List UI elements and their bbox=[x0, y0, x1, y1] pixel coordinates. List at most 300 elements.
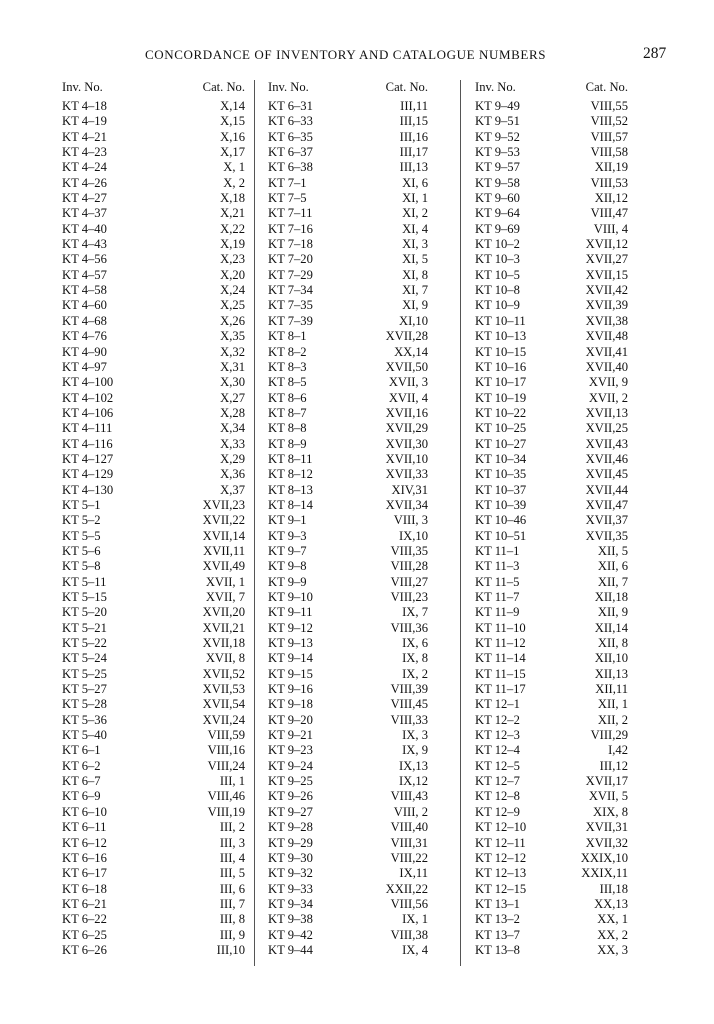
concordance-row bbox=[475, 759, 628, 774]
inv-no: KT 9–53 bbox=[475, 145, 520, 160]
cat-no: XXIX,11 bbox=[581, 866, 628, 881]
inv-no: KT 9–15 bbox=[268, 666, 313, 681]
inv-no: KT 11–3 bbox=[475, 559, 520, 574]
cat-no: XVII,29 bbox=[385, 421, 428, 436]
concordance-row bbox=[62, 943, 245, 958]
concordance-row bbox=[62, 268, 245, 283]
inv-no: KT 4–90 bbox=[62, 344, 107, 359]
cat-no: XVII,21 bbox=[202, 620, 245, 635]
inv-no: KT 4–37 bbox=[62, 206, 107, 221]
inv-no: KT 9–42 bbox=[268, 927, 313, 942]
cat-no: III,18 bbox=[599, 881, 628, 896]
concordance-row bbox=[475, 375, 628, 390]
inv-no: KT 9–20 bbox=[268, 712, 313, 727]
concordance-row bbox=[475, 882, 628, 897]
cat-no: IX, 1 bbox=[402, 912, 428, 927]
inv-no: KT 8–5 bbox=[268, 375, 307, 390]
inv-no-header: Inv. No. bbox=[475, 80, 516, 94]
inv-no: KT 4–56 bbox=[62, 252, 107, 267]
cat-no: XVII,27 bbox=[585, 252, 628, 267]
inv-no: KT 8–7 bbox=[268, 405, 307, 420]
column-header bbox=[268, 80, 428, 97]
inv-no: KT 4–127 bbox=[62, 451, 114, 466]
cat-no: XVII,14 bbox=[202, 528, 245, 543]
cat-no: IX,12 bbox=[398, 774, 428, 789]
inv-no: KT 9–64 bbox=[475, 206, 520, 221]
concordance-row bbox=[475, 529, 628, 544]
cat-no: VIII,22 bbox=[390, 850, 428, 865]
inv-no: KT 6–38 bbox=[268, 160, 313, 175]
inv-no: KT 9–24 bbox=[268, 758, 313, 773]
concordance-row bbox=[475, 467, 628, 482]
concordance-row bbox=[62, 928, 245, 943]
concordance-row bbox=[268, 820, 428, 835]
cat-no: III,11 bbox=[400, 99, 428, 113]
cat-no: III, 1 bbox=[219, 774, 245, 789]
concordance-row bbox=[62, 651, 245, 666]
concordance-row bbox=[62, 621, 245, 636]
concordance-row bbox=[268, 928, 428, 943]
inv-no: KT 12–2 bbox=[475, 712, 520, 727]
concordance-row bbox=[475, 851, 628, 866]
cat-no: X,29 bbox=[220, 451, 245, 466]
cat-no: X,24 bbox=[220, 283, 245, 298]
concordance-row bbox=[268, 391, 428, 406]
inv-no: KT 9–60 bbox=[475, 191, 520, 206]
inv-no: KT 5–28 bbox=[62, 697, 107, 712]
inv-no: KT 5–40 bbox=[62, 728, 107, 743]
cat-no: X,18 bbox=[220, 191, 245, 206]
concordance-row bbox=[62, 391, 245, 406]
concordance-row bbox=[268, 912, 428, 927]
inv-no: KT 10–39 bbox=[475, 497, 527, 512]
cat-no: XI, 9 bbox=[402, 298, 428, 313]
inv-no: KT 7–11 bbox=[268, 206, 313, 221]
inv-no: KT 12–5 bbox=[475, 758, 520, 773]
cat-no: XVII, 9 bbox=[588, 375, 628, 390]
cat-no: IX,11 bbox=[399, 866, 428, 881]
cat-no: XII, 8 bbox=[597, 636, 628, 651]
inv-no: KT 4–102 bbox=[62, 390, 114, 405]
concordance-row bbox=[268, 621, 428, 636]
concordance-row bbox=[475, 283, 628, 298]
concordance-row bbox=[475, 130, 628, 145]
concordance-row bbox=[62, 636, 245, 651]
cat-no: VIII,53 bbox=[590, 175, 628, 190]
cat-no: IX,13 bbox=[398, 758, 428, 773]
inv-no: KT 11–5 bbox=[475, 574, 520, 589]
cat-no: IX,10 bbox=[398, 528, 428, 543]
concordance-row bbox=[268, 483, 428, 498]
concordance-row bbox=[62, 697, 245, 712]
cat-no: X,26 bbox=[220, 313, 245, 328]
concordance-row bbox=[62, 544, 245, 559]
inv-no: KT 9–29 bbox=[268, 835, 313, 850]
cat-no: X,19 bbox=[220, 237, 245, 252]
inv-no: KT 11–12 bbox=[475, 636, 526, 651]
cat-no: XII,10 bbox=[594, 651, 628, 666]
concordance-row bbox=[475, 728, 628, 743]
concordance-row bbox=[268, 882, 428, 897]
concordance-column-2 bbox=[268, 80, 428, 958]
cat-no: X,23 bbox=[220, 252, 245, 267]
inv-no: KT 11–9 bbox=[475, 605, 520, 620]
cat-no: XI, 3 bbox=[402, 237, 428, 252]
concordance-row bbox=[62, 252, 245, 267]
concordance-row bbox=[268, 789, 428, 804]
cat-no: XVII,49 bbox=[202, 559, 245, 574]
inv-no: KT 10–27 bbox=[475, 436, 527, 451]
inv-no: KT 10–16 bbox=[475, 359, 527, 374]
cat-no: X,21 bbox=[220, 206, 245, 221]
cat-no: XVII, 4 bbox=[388, 390, 428, 405]
inv-no: KT 10–34 bbox=[475, 451, 527, 466]
inv-no: KT 6–33 bbox=[268, 114, 313, 129]
cat-no: III,17 bbox=[399, 145, 428, 160]
inv-no: KT 6–10 bbox=[62, 804, 107, 819]
concordance-row bbox=[475, 697, 628, 712]
inv-no: KT 10–5 bbox=[475, 267, 520, 282]
concordance-row bbox=[268, 759, 428, 774]
cat-no: III,13 bbox=[399, 160, 428, 175]
concordance-row bbox=[62, 483, 245, 498]
concordance-row bbox=[475, 314, 628, 329]
inv-no: KT 10–19 bbox=[475, 390, 527, 405]
running-title: CONCORDANCE OF INVENTORY AND CATALOGUE NUMBERS bbox=[145, 47, 547, 62]
concordance-row bbox=[475, 559, 628, 574]
cat-no: IX, 9 bbox=[402, 743, 428, 758]
cat-no: III,16 bbox=[399, 129, 428, 144]
concordance-row bbox=[62, 360, 245, 375]
concordance-row bbox=[268, 943, 428, 958]
cat-no: XII, 5 bbox=[597, 543, 628, 558]
cat-no: III, 7 bbox=[219, 896, 245, 911]
concordance-row bbox=[268, 774, 428, 789]
concordance-row bbox=[475, 605, 628, 620]
concordance-row bbox=[268, 360, 428, 375]
cat-no: XX, 2 bbox=[597, 927, 628, 942]
cat-no: X,37 bbox=[220, 482, 245, 497]
inv-no: KT 9–38 bbox=[268, 912, 313, 927]
concordance-row bbox=[62, 191, 245, 206]
cat-no: XI, 8 bbox=[402, 267, 428, 282]
concordance-row bbox=[268, 498, 428, 513]
inv-no: KT 4–97 bbox=[62, 359, 107, 374]
inv-no: KT 10–37 bbox=[475, 482, 527, 497]
cat-no: VIII,52 bbox=[590, 114, 628, 129]
cat-no: X,30 bbox=[220, 375, 245, 390]
inv-no: KT 10–8 bbox=[475, 283, 520, 298]
concordance-row bbox=[62, 160, 245, 175]
inv-no: KT 9–26 bbox=[268, 789, 313, 804]
cat-no: XVII,28 bbox=[385, 329, 428, 344]
concordance-row bbox=[475, 360, 628, 375]
cat-no: XVII, 2 bbox=[588, 390, 628, 405]
page-number: 287 bbox=[643, 45, 667, 62]
concordance-row bbox=[62, 114, 245, 129]
inv-no: KT 8–8 bbox=[268, 421, 307, 436]
concordance-row bbox=[268, 283, 428, 298]
column-divider bbox=[254, 80, 255, 966]
concordance-row bbox=[268, 667, 428, 682]
inv-no: KT 5–1 bbox=[62, 497, 101, 512]
cat-no: X,14 bbox=[220, 99, 245, 113]
concordance-row bbox=[475, 268, 628, 283]
concordance-row bbox=[62, 590, 245, 605]
concordance-row bbox=[62, 774, 245, 789]
cat-no: XVII,23 bbox=[202, 497, 245, 512]
cat-no: X,16 bbox=[220, 129, 245, 144]
inv-no: KT 10–3 bbox=[475, 252, 520, 267]
concordance-row bbox=[475, 805, 628, 820]
concordance-row bbox=[475, 191, 628, 206]
cat-no: XVII,35 bbox=[585, 528, 628, 543]
inv-no: KT 5–21 bbox=[62, 620, 107, 635]
concordance-row bbox=[62, 206, 245, 221]
cat-no: XI, 4 bbox=[402, 221, 428, 236]
concordance-row bbox=[62, 759, 245, 774]
inv-no: KT 12–7 bbox=[475, 774, 520, 789]
cat-no: XI, 2 bbox=[402, 206, 428, 221]
cat-no: XVII,34 bbox=[385, 497, 428, 512]
inv-no: KT 9–10 bbox=[268, 590, 313, 604]
inv-no: KT 7–34 bbox=[268, 283, 313, 298]
cat-no: VIII,23 bbox=[390, 590, 428, 604]
cat-no: IX, 6 bbox=[402, 636, 428, 651]
cat-no: XVII,52 bbox=[202, 666, 245, 681]
inv-no: KT 9–52 bbox=[475, 129, 520, 144]
concordance-row bbox=[62, 406, 245, 421]
concordance-row bbox=[268, 559, 428, 574]
cat-no: XVII,46 bbox=[585, 451, 628, 466]
cat-no: VIII,36 bbox=[390, 620, 428, 635]
inv-no: KT 4–68 bbox=[62, 313, 107, 328]
concordance-row bbox=[62, 882, 245, 897]
concordance-row bbox=[62, 345, 245, 360]
cat-no: XVII,10 bbox=[385, 451, 428, 466]
concordance-row bbox=[475, 743, 628, 758]
inv-no: KT 12–4 bbox=[475, 743, 520, 758]
concordance-row bbox=[268, 375, 428, 390]
inv-no: KT 9–33 bbox=[268, 881, 313, 896]
concordance-row bbox=[268, 851, 428, 866]
cat-no: XII,18 bbox=[594, 590, 628, 604]
cat-no: XIX, 8 bbox=[593, 804, 628, 819]
cat-no: X,25 bbox=[220, 298, 245, 313]
cat-no: VIII, 4 bbox=[593, 221, 628, 236]
inv-no: KT 9–18 bbox=[268, 697, 313, 712]
inv-no: KT 7–35 bbox=[268, 298, 313, 313]
cat-no: X,22 bbox=[220, 221, 245, 236]
concordance-row bbox=[62, 820, 245, 835]
cat-no: XVII,41 bbox=[585, 344, 628, 359]
concordance-row bbox=[268, 268, 428, 283]
inv-no: KT 6–9 bbox=[62, 789, 101, 804]
inv-no: KT 5–20 bbox=[62, 605, 107, 620]
inv-no: KT 9–58 bbox=[475, 175, 520, 190]
inv-no: KT 9–9 bbox=[268, 574, 307, 589]
inv-no: KT 13–1 bbox=[475, 896, 520, 911]
concordance-row bbox=[62, 836, 245, 851]
cat-no-header: Cat. No. bbox=[202, 80, 245, 94]
concordance-row bbox=[268, 836, 428, 851]
inv-no: KT 12–8 bbox=[475, 789, 520, 804]
concordance-row bbox=[62, 375, 245, 390]
inv-no: KT 8–12 bbox=[268, 467, 313, 482]
cat-no: XVII,33 bbox=[385, 467, 428, 482]
concordance-row bbox=[475, 513, 628, 528]
cat-no: III, 3 bbox=[219, 835, 245, 850]
inv-no: KT 4–58 bbox=[62, 283, 107, 298]
concordance-row bbox=[268, 605, 428, 620]
concordance-row bbox=[62, 222, 245, 237]
cat-no: X,31 bbox=[220, 359, 245, 374]
inv-no: KT 10–35 bbox=[475, 467, 527, 482]
inv-no: KT 5–36 bbox=[62, 712, 107, 727]
inv-no: KT 9–44 bbox=[268, 942, 313, 957]
cat-no: VIII,57 bbox=[590, 129, 628, 144]
concordance-row bbox=[475, 544, 628, 559]
cat-no: X,36 bbox=[220, 467, 245, 482]
cat-no: XVII,11 bbox=[203, 543, 245, 558]
inv-no: KT 8–6 bbox=[268, 390, 307, 405]
concordance-row bbox=[268, 651, 428, 666]
inv-no: KT 5–27 bbox=[62, 682, 107, 697]
inv-no: KT 9–13 bbox=[268, 636, 313, 651]
concordance-row bbox=[62, 130, 245, 145]
concordance-row bbox=[475, 621, 628, 636]
inv-no: KT 4–23 bbox=[62, 145, 107, 160]
concordance-row bbox=[268, 590, 428, 605]
inv-no: KT 10–25 bbox=[475, 421, 527, 436]
cat-no: III, 6 bbox=[219, 881, 245, 896]
inv-no: KT 6–7 bbox=[62, 774, 101, 789]
inv-no: KT 9–16 bbox=[268, 682, 313, 697]
cat-no: VIII,45 bbox=[390, 697, 428, 712]
inv-no: KT 12–12 bbox=[475, 850, 527, 865]
cat-no-header: Cat. No. bbox=[585, 80, 628, 94]
inv-no: KT 12–3 bbox=[475, 728, 520, 743]
inv-no: KT 4–18 bbox=[62, 99, 107, 113]
inv-no: KT 4–26 bbox=[62, 175, 107, 190]
inv-no: KT 12–11 bbox=[475, 835, 526, 850]
concordance-row bbox=[62, 529, 245, 544]
cat-no: X,27 bbox=[220, 390, 245, 405]
concordance-row bbox=[475, 145, 628, 160]
concordance-row bbox=[475, 912, 628, 927]
concordance-row bbox=[475, 590, 628, 605]
inv-no-header: Inv. No. bbox=[62, 80, 103, 94]
cat-no: XVII, 1 bbox=[205, 574, 245, 589]
concordance-row bbox=[475, 943, 628, 958]
inv-no: KT 9–28 bbox=[268, 820, 313, 835]
cat-no: VIII,31 bbox=[390, 835, 428, 850]
inv-no: KT 4–24 bbox=[62, 160, 107, 175]
concordance-row bbox=[268, 345, 428, 360]
inv-no: KT 6–22 bbox=[62, 912, 107, 927]
inv-no: KT 10–46 bbox=[475, 513, 527, 528]
cat-no: XVII,47 bbox=[585, 497, 628, 512]
inv-no: KT 4–106 bbox=[62, 405, 114, 420]
concordance-row bbox=[268, 114, 428, 129]
cat-no: XII, 9 bbox=[597, 605, 628, 620]
cat-no: XVII, 5 bbox=[588, 789, 628, 804]
concordance-row bbox=[268, 897, 428, 912]
inv-no: KT 9–12 bbox=[268, 620, 313, 635]
concordance-row bbox=[268, 145, 428, 160]
concordance-row bbox=[268, 544, 428, 559]
inv-no: KT 13–8 bbox=[475, 942, 520, 957]
cat-no: VIII,59 bbox=[207, 728, 245, 743]
concordance-row bbox=[475, 667, 628, 682]
cat-no: XVII, 8 bbox=[205, 651, 245, 666]
concordance-row bbox=[268, 160, 428, 175]
concordance-row bbox=[475, 298, 628, 313]
concordance-row bbox=[62, 176, 245, 191]
column-header bbox=[62, 80, 245, 97]
concordance-column-1 bbox=[62, 80, 245, 958]
concordance-row bbox=[268, 743, 428, 758]
cat-no: III, 2 bbox=[219, 820, 245, 835]
cat-no: III,15 bbox=[399, 114, 428, 129]
concordance-row bbox=[268, 237, 428, 252]
cat-no: XVII,39 bbox=[585, 298, 628, 313]
cat-no: XVII,42 bbox=[585, 283, 628, 298]
inv-no: KT 4–40 bbox=[62, 221, 107, 236]
cat-no: XVII, 7 bbox=[205, 590, 245, 604]
concordance-row bbox=[62, 329, 245, 344]
cat-no: XXIX,10 bbox=[580, 850, 628, 865]
cat-no: XVII,48 bbox=[585, 329, 628, 344]
inv-no: KT 4–111 bbox=[62, 421, 113, 436]
cat-no: XVII,12 bbox=[585, 237, 628, 252]
cat-no: III,12 bbox=[599, 758, 628, 773]
inv-no: KT 4–100 bbox=[62, 375, 114, 390]
column-rows bbox=[268, 99, 428, 958]
column-header bbox=[475, 80, 628, 97]
inv-no: KT 6–11 bbox=[62, 820, 107, 835]
concordance-row bbox=[62, 605, 245, 620]
inv-no: KT 7–20 bbox=[268, 252, 313, 267]
inv-no: KT 9–11 bbox=[268, 605, 313, 620]
inv-no: KT 5–25 bbox=[62, 666, 107, 681]
cat-no: III, 8 bbox=[219, 912, 245, 927]
concordance-row bbox=[62, 897, 245, 912]
concordance-row bbox=[475, 651, 628, 666]
concordance-row bbox=[268, 298, 428, 313]
concordance-row bbox=[475, 452, 628, 467]
cat-no: X,34 bbox=[220, 421, 245, 436]
cat-no: XI,10 bbox=[398, 313, 428, 328]
inv-no: KT 4–43 bbox=[62, 237, 107, 252]
inv-no: KT 9–69 bbox=[475, 221, 520, 236]
concordance-row bbox=[62, 728, 245, 743]
concordance-row bbox=[62, 314, 245, 329]
inv-no: KT 9–14 bbox=[268, 651, 313, 666]
inv-no: KT 6–21 bbox=[62, 896, 107, 911]
inv-no: KT 6–16 bbox=[62, 850, 107, 865]
inv-no: KT 10–13 bbox=[475, 329, 527, 344]
inv-no: KT 10–15 bbox=[475, 344, 527, 359]
concordance-row bbox=[475, 176, 628, 191]
concordance-row bbox=[268, 406, 428, 421]
cat-no: XVII,30 bbox=[385, 436, 428, 451]
cat-no: X,20 bbox=[220, 267, 245, 282]
concordance-row bbox=[62, 452, 245, 467]
cat-no: VIII,55 bbox=[590, 99, 628, 113]
concordance-row bbox=[475, 498, 628, 513]
inv-no: KT 12–1 bbox=[475, 697, 520, 712]
